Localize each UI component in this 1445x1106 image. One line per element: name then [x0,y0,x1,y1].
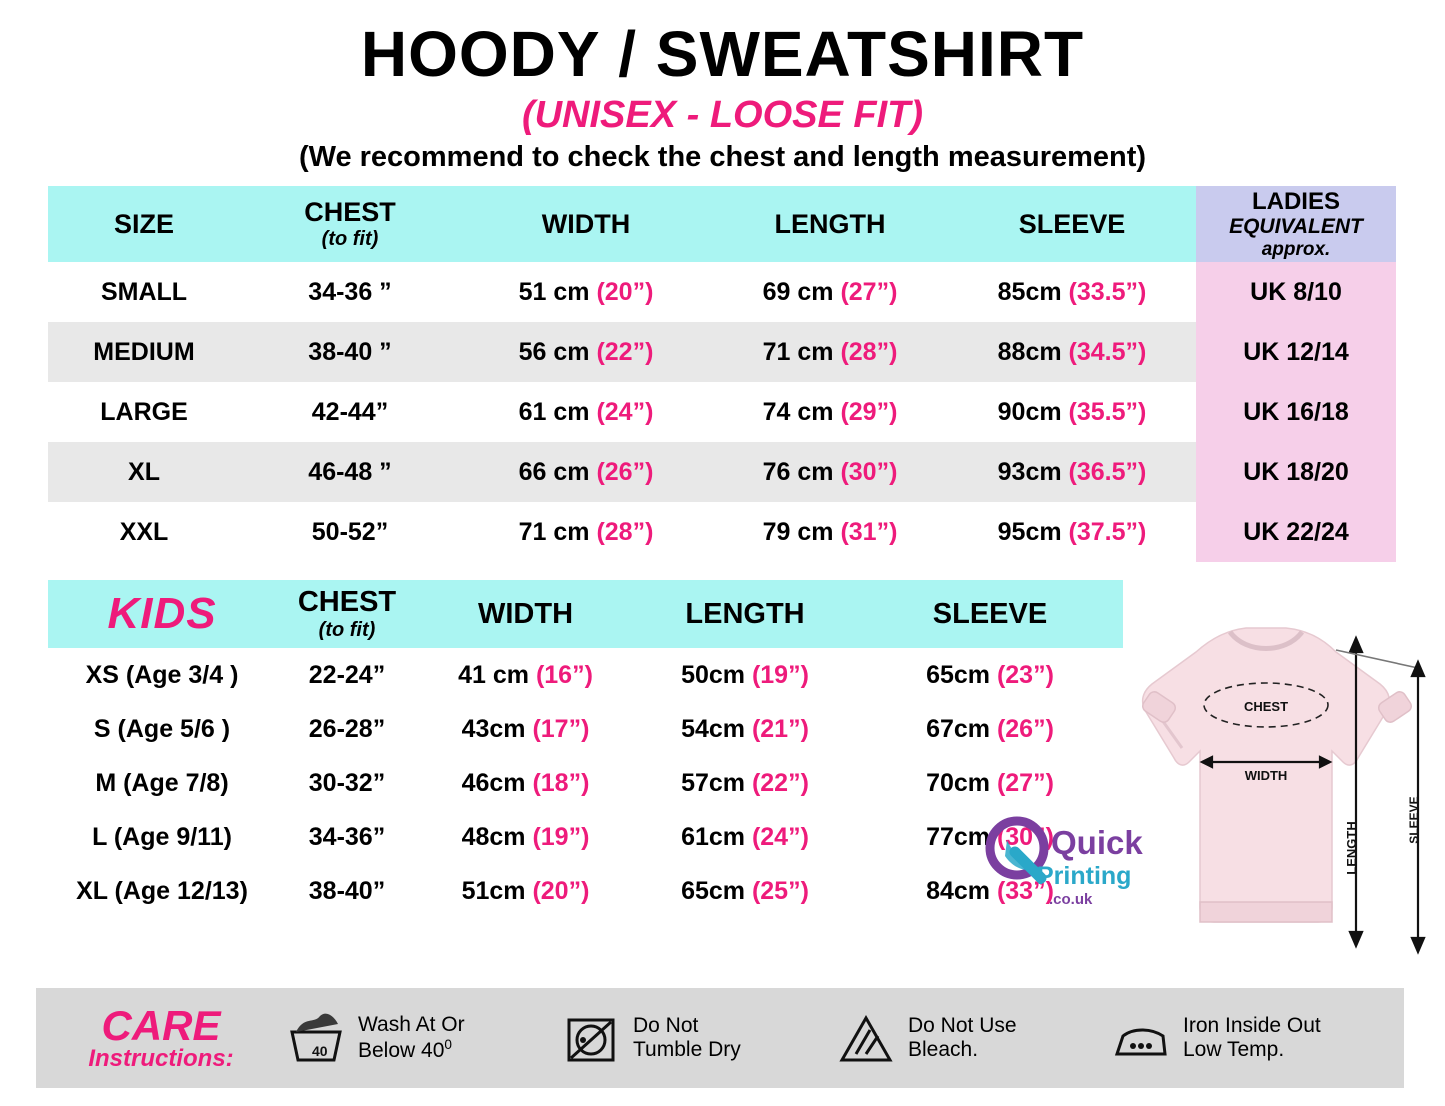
cell-length [712,382,948,442]
kids-table-header-row [48,580,1123,648]
cell-length-in: (30”) [840,457,898,486]
cell-size: XXL [48,502,240,562]
header-kids-chest [276,580,418,648]
header-ladies-line3: approx. [1261,239,1331,260]
cell-length-in: (31”) [840,517,898,546]
cell-length-in: (28”) [840,337,898,366]
cell-sleeve [857,702,1123,756]
table-row [48,864,1123,918]
kids-size-table [48,580,1123,918]
cell-sleeve-cm: 85cm [997,277,1069,306]
cell-length [712,262,948,322]
cell-length-cm: 61cm [681,822,752,851]
care-item-wash-text [358,1013,465,1063]
care-item-wash-line1: Wash At Or [358,1012,465,1036]
cell-length-cm: 65cm [681,876,752,905]
sweatshirt-illustration [1118,610,1438,982]
cell-length-in: (19”) [751,660,809,689]
cell-sleeve [948,322,1196,382]
cell-size: SMALL [48,262,240,322]
cell-length [633,810,857,864]
cell-width-in: (24”) [596,397,654,426]
cell-chest: 26-28” [276,702,418,756]
illus-length-label: LENGTH [1344,821,1359,875]
page-note: (We recommend to check the chest and length measurement) [298,141,1147,173]
no-tumble-dry-icon [561,1010,621,1066]
cell-width [418,810,633,864]
cell-sleeve-in: (33.5”) [1068,277,1147,306]
cell-size: MEDIUM [48,322,240,382]
quick-printing-logo[interactable] [985,812,1185,917]
cell-sleeve-cm: 90cm [997,397,1069,426]
illus-sleeve-label: SLEEVE [1407,796,1421,844]
cell-width-cm: 48cm [461,822,533,851]
care-item-wash-sup: 0 [444,1037,452,1052]
care-item-bleach [836,1010,1111,1066]
care-item-bleach-line2: Bleach. [908,1038,979,1061]
care-item-tumble-dry-line2: Tumble Dry [633,1038,741,1061]
cell-length [712,502,948,562]
illus-chest-label: CHEST [1243,699,1289,714]
cell-width [460,442,712,502]
care-item-tumble-dry-line1: Do Not [633,1013,699,1037]
sweatshirt-diagram-svg [1118,610,1438,982]
page-subtitle: (UNISEX - LOOSE FIT) [521,94,924,136]
cell-width [460,382,712,442]
logo-line3: .co.uk [1049,891,1093,908]
size-chart-page [0,18,1445,1106]
cell-sleeve-in: (34.5”) [1068,337,1147,366]
cell-sleeve-in: (23”) [996,660,1054,689]
table-row [48,502,1396,562]
cell-sleeve-cm: 95cm [997,517,1069,546]
cell-chest: 42-44” [240,382,460,442]
cell-length [633,756,857,810]
cell-sleeve-in: (26”) [996,714,1054,743]
cell-length [633,702,857,756]
header-size: SIZE [48,186,240,262]
cell-ladies: UK 12/14 [1196,322,1396,382]
cell-length-in: (22”) [751,768,809,797]
cell-sleeve [857,648,1123,702]
header-width: WIDTH [460,186,712,262]
iron-low-temp-icon [1111,1010,1171,1066]
cell-size: XL [48,442,240,502]
header-ladies-equivalent [1196,186,1396,262]
cell-sleeve-cm: 77cm [926,822,997,851]
cell-sleeve [948,262,1196,322]
header-kids-width: WIDTH [418,580,633,648]
cell-chest: 22-24” [276,648,418,702]
table-row [48,810,1123,864]
cell-length-cm: 69 cm [762,277,841,306]
cell-ladies: UK 8/10 [1196,262,1396,322]
cell-length [712,442,948,502]
cell-width-in: (20”) [596,277,654,306]
cell-sleeve [948,382,1196,442]
care-title-line1: CARE [101,1002,221,1049]
cell-width-in: (16”) [535,660,593,689]
cell-chest: 50-52” [240,502,460,562]
cell-sleeve-in: (37.5”) [1068,517,1147,546]
header-length: LENGTH [712,186,948,262]
header-kids-sleeve: SLEEVE [857,580,1123,648]
table-row [48,702,1123,756]
care-item-iron-line1: Iron Inside Out [1183,1013,1321,1037]
cell-width-in: (19”) [532,822,590,851]
table-row [48,262,1396,322]
cell-width-in: (20”) [532,876,590,905]
logo-line2: Printing [1037,862,1132,890]
cell-length [712,322,948,382]
cell-width [418,702,633,756]
cell-sleeve [857,756,1123,810]
header-kids: KIDS [48,580,276,648]
cell-width-cm: 61 cm [518,397,597,426]
cell-size: S (Age 5/6 ) [48,702,276,756]
cell-length-cm: 79 cm [762,517,841,546]
header-kids-chest-label: CHEST [297,586,397,619]
cell-width-cm: 56 cm [518,337,597,366]
cell-sleeve-in: (30”) [996,822,1054,851]
cell-sleeve-cm: 67cm [926,714,997,743]
cell-length-cm: 71 cm [762,337,841,366]
cell-sleeve-in: (27”) [996,768,1054,797]
cell-width-cm: 71 cm [518,517,597,546]
cell-length-cm: 57cm [681,768,752,797]
logo-line1: Quick [1051,824,1143,861]
svg-text:40: 40 [312,1043,328,1059]
cell-length-cm: 76 cm [762,457,841,486]
logo-svg [985,812,1185,917]
table-row [48,756,1123,810]
adult-size-table-wrap [0,186,1445,562]
cell-width-in: (28”) [596,517,654,546]
cell-chest: 34-36” [276,810,418,864]
header-ladies-line1: LADIES [1251,187,1340,215]
cell-width [418,648,633,702]
cell-length-cm: 74 cm [762,397,841,426]
cell-ladies: UK 18/20 [1196,442,1396,502]
cell-width [460,262,712,322]
header-kids-length: LENGTH [633,580,857,648]
header-chest-label: CHEST [304,197,396,228]
cell-sleeve-cm: 88cm [997,337,1069,366]
cell-width-cm: 66 cm [518,457,597,486]
cell-length-in: (25”) [751,876,809,905]
care-item-wash-line2: Below 40 [358,1039,445,1062]
cell-sleeve-cm: 93cm [997,457,1069,486]
cell-sleeve-cm: 65cm [926,660,997,689]
cell-width-cm: 41 cm [458,660,536,689]
cell-sleeve-in: (35.5”) [1068,397,1147,426]
cell-length-in: (24”) [751,822,809,851]
adult-table-header-row [48,186,1396,262]
care-item-iron-line2: Low Temp. [1183,1038,1285,1061]
cell-width-in: (26”) [596,457,654,486]
header-chest-sub: (to fit) [321,228,379,251]
cell-width-cm: 51cm [461,876,533,905]
cell-chest: 30-32” [276,756,418,810]
care-instructions-bar [36,988,1404,1088]
cell-sleeve [948,442,1196,502]
care-title-line2: Instructions: [88,1045,234,1072]
cell-chest: 34-36 ” [240,262,460,322]
cell-length-cm: 50cm [681,660,752,689]
cell-sleeve-cm: 70cm [926,768,997,797]
cell-sleeve-in: (36.5”) [1068,457,1147,486]
care-item-bleach-text [908,1014,1017,1062]
cell-length-cm: 54cm [681,714,752,743]
header-chest [240,186,460,262]
cell-size: XL (Age 12/13) [48,864,276,918]
cell-length [633,864,857,918]
cell-size: XS (Age 3/4 ) [48,648,276,702]
cell-width-cm: 46cm [461,768,533,797]
cell-size: L (Age 9/11) [48,810,276,864]
care-item-wash [286,1010,561,1066]
cell-size: M (Age 7/8) [48,756,276,810]
table-row [48,382,1396,442]
cell-size: LARGE [48,382,240,442]
cell-sleeve [948,502,1196,562]
cell-chest: 46-48 ” [240,442,460,502]
illus-width-label: WIDTH [1244,768,1288,783]
cell-width [418,756,633,810]
cell-width-in: (18”) [532,768,590,797]
no-bleach-icon [836,1010,896,1066]
table-row [48,648,1123,702]
care-item-iron-text [1183,1014,1321,1062]
care-item-tumble-dry [561,1010,836,1066]
care-item-tumble-dry-text [633,1014,741,1062]
care-item-bleach-line1: Do Not Use [908,1013,1017,1037]
header-kids-chest-sub: (to fit) [318,619,376,642]
header-ladies-line2: EQUIVALENT [1229,215,1363,239]
page-title: HOODY / SWEATSHIRT [360,18,1085,90]
cell-sleeve-cm: 84cm [926,876,997,905]
care-title [36,1002,286,1072]
cell-chest: 38-40” [276,864,418,918]
cell-width [460,502,712,562]
adult-size-table [48,186,1396,562]
cell-length-in: (21”) [751,714,809,743]
table-row [48,442,1396,502]
cell-ladies: UK 16/18 [1196,382,1396,442]
care-item-iron [1111,1010,1386,1066]
cell-width [418,864,633,918]
wash-tub-40-icon [286,1010,346,1066]
cell-length-in: (29”) [840,397,898,426]
cell-ladies: UK 22/24 [1196,502,1396,562]
cell-width-cm: 43cm [461,714,533,743]
header-sleeve: SLEEVE [948,186,1196,262]
cell-length [633,648,857,702]
cell-width-cm: 51 cm [518,277,597,306]
cell-chest: 38-40 ” [240,322,460,382]
cell-length-in: (27”) [840,277,898,306]
cell-width-in: (22”) [596,337,654,366]
cell-width [460,322,712,382]
cell-width-in: (17”) [532,714,590,743]
cell-sleeve-in: (33”) [996,876,1054,905]
table-row [48,322,1396,382]
